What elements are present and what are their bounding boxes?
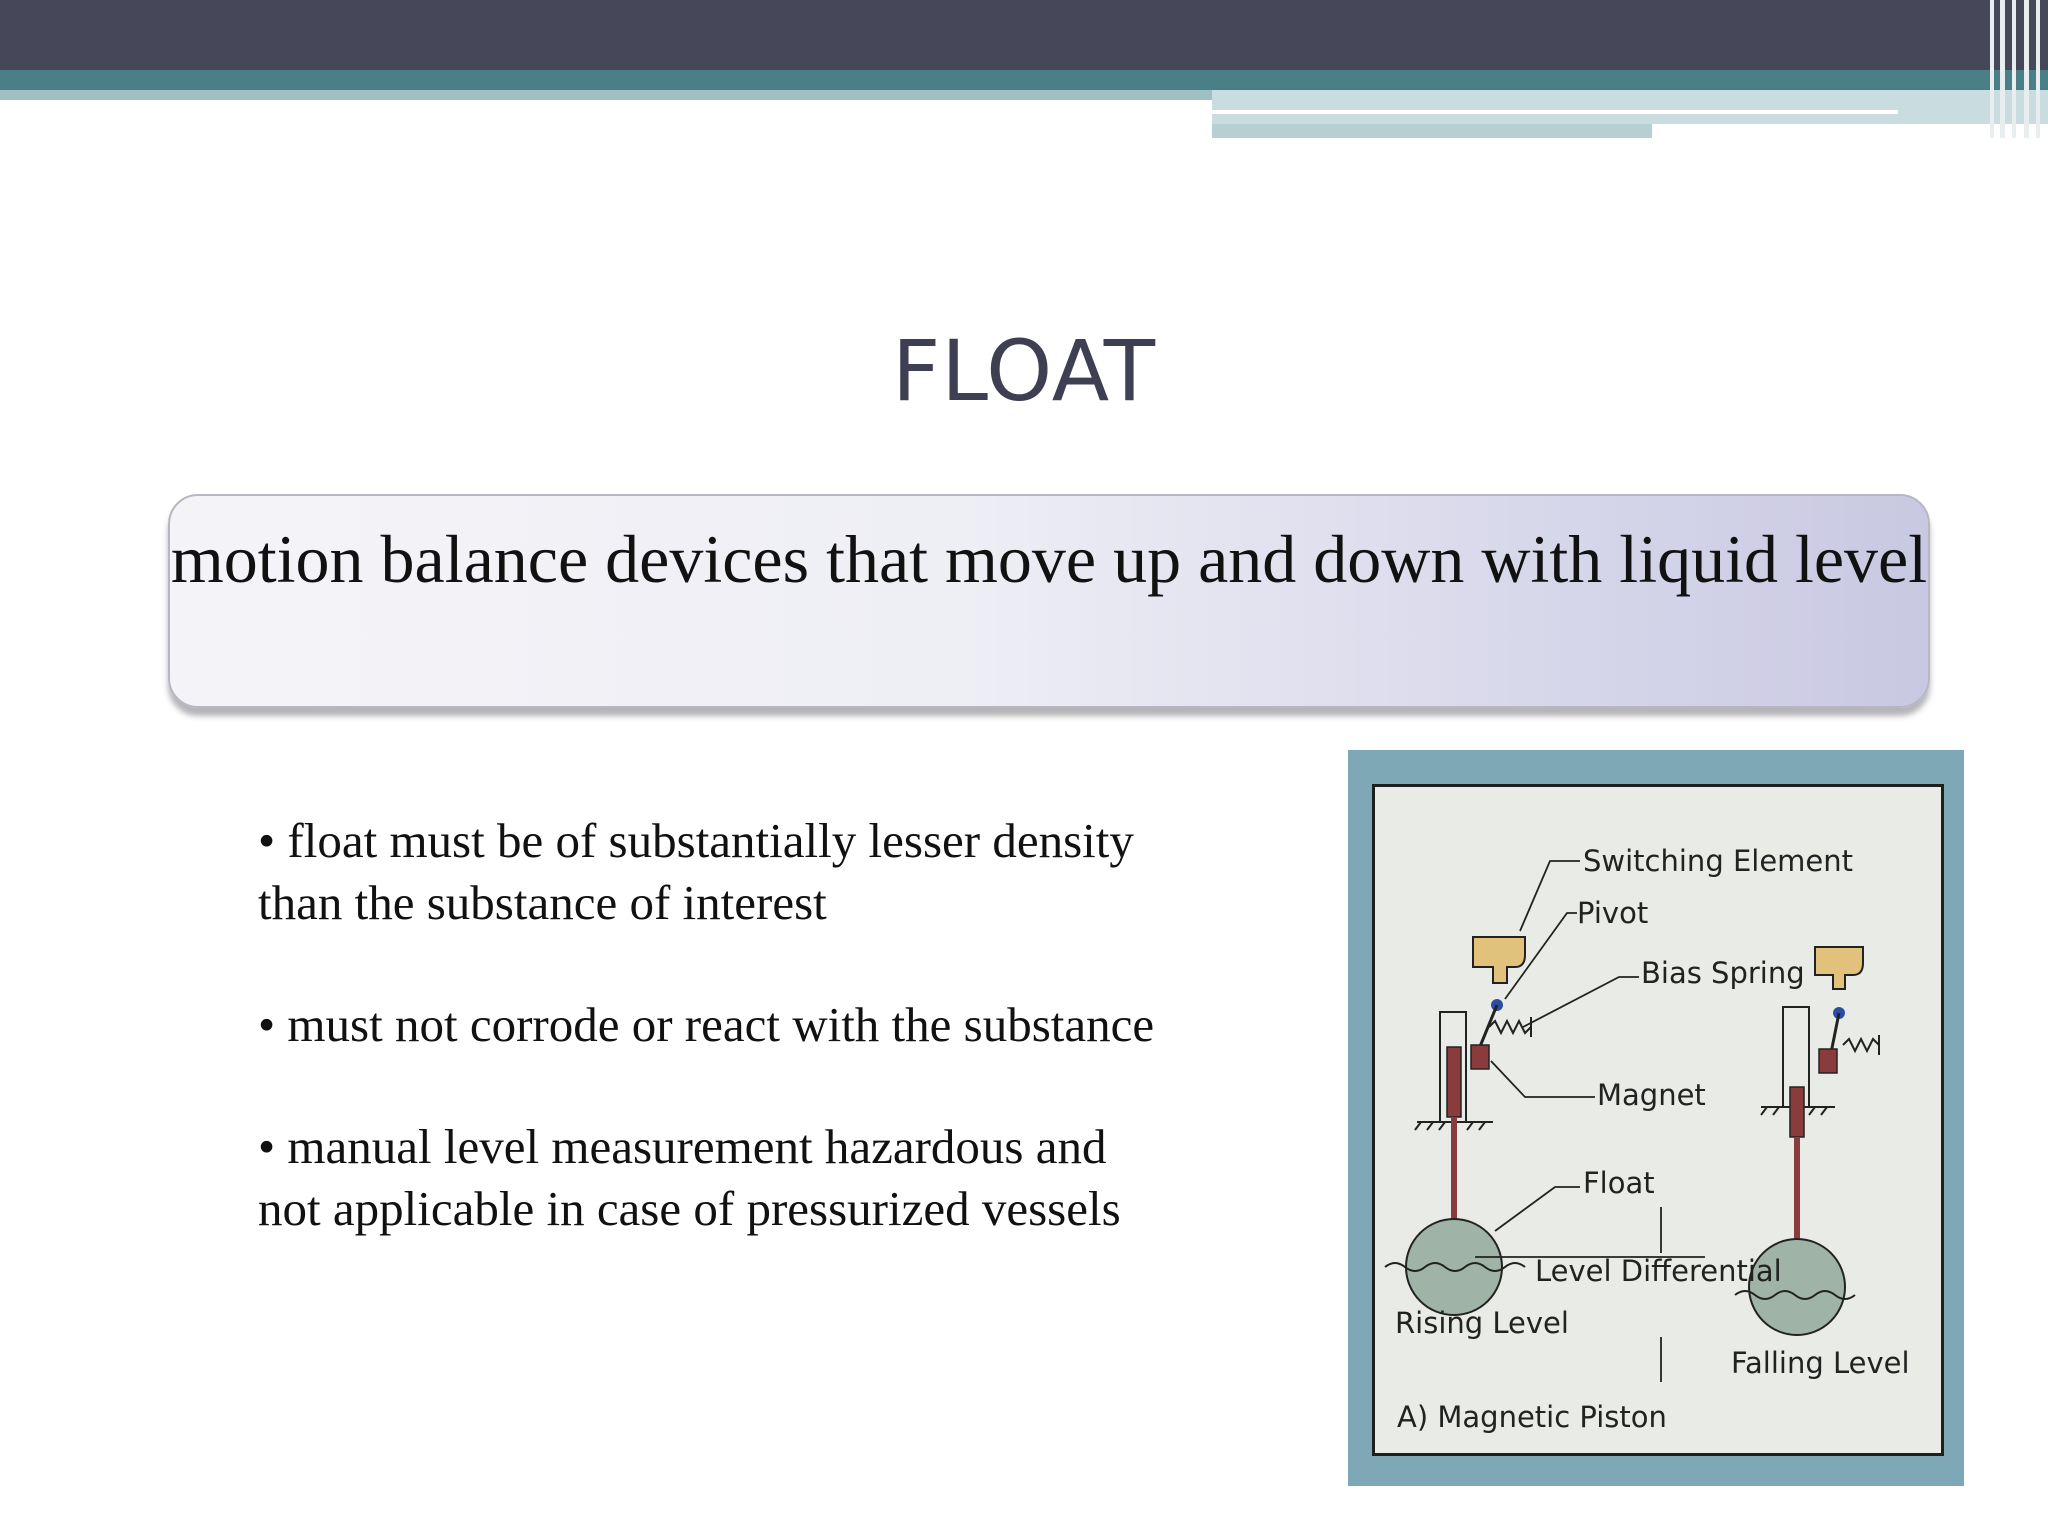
label-level-differential: Level Differential — [1535, 1254, 1782, 1288]
bullet-item: • manual level measurement hazardous and not applicable in case of pressurized vessels — [258, 1119, 1121, 1236]
slide-title: FLOAT — [891, 322, 1156, 420]
magnetic-piston-diagram — [1375, 787, 1941, 1453]
label-magnet: Magnet — [1597, 1078, 1706, 1112]
definition-text: motion balance devices that move up and down with liquid level — [170, 521, 1928, 597]
float-icon — [1406, 1219, 1502, 1315]
label-rising-level: Rising Level — [1395, 1306, 1569, 1340]
header-accent-step — [1212, 124, 1652, 138]
definition-banner — [168, 494, 1930, 708]
header-edge-lines — [1988, 0, 2048, 138]
bullet-item: • float must be of substantially lesser density than the substance of interest — [258, 813, 1134, 930]
label-float: Float — [1583, 1166, 1655, 1200]
header-accent-stripe-light — [0, 90, 1212, 100]
bullet-item: • must not corrode or react with the substance — [258, 997, 1155, 1052]
float-diagram-figure — [1348, 750, 1964, 1486]
header-bar — [0, 0, 2048, 72]
magnet-icon — [1471, 1045, 1489, 1069]
float-diagram — [1372, 784, 1944, 1456]
figure-caption: A) Magnetic Piston — [1397, 1400, 1667, 1434]
label-falling-level: Falling Level — [1731, 1346, 1910, 1380]
header-accent-stripe — [0, 70, 2048, 90]
switching-element-icon — [1473, 937, 1525, 983]
bullet-list — [258, 810, 1158, 1300]
label-bias-spring: Bias Spring — [1641, 956, 1805, 990]
header-accent-block — [1212, 90, 2048, 124]
label-pivot: Pivot — [1577, 896, 1649, 930]
label-switching-element: Switching Element — [1583, 844, 1854, 878]
